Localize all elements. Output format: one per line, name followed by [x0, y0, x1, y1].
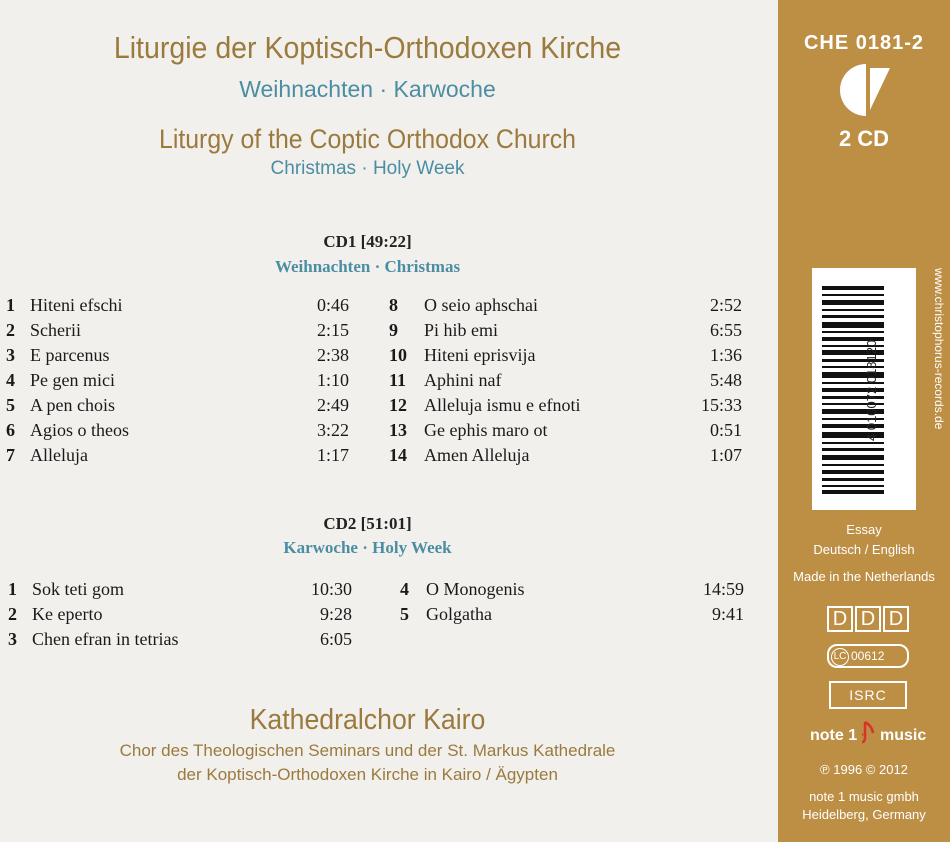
company-city: Heidelberg, Germany: [802, 807, 926, 822]
track-row: [6, 418, 349, 443]
track-title: Ke eperto: [32, 604, 103, 624]
lc-mark: LC: [831, 648, 849, 666]
languages-label: Deutsch / English: [813, 542, 915, 557]
track-title: Golgatha: [426, 604, 492, 624]
cd1-heading: CD1 [49:22]: [323, 232, 412, 251]
track-duration: 5:48: [709, 370, 742, 390]
title-german: Liturgie der Koptisch-Orthodoxen Kirche: [113, 30, 622, 65]
track-title: Agios o theos: [30, 420, 129, 440]
track-number: 11: [389, 370, 407, 390]
label-disc-icon: [836, 60, 896, 120]
isrc-badge: ISRC: [829, 681, 907, 709]
performer-line-2: der Koptisch-Orthodoxen Kirche in Kairo / Ägypten: [177, 765, 558, 784]
track-number: 3: [6, 345, 15, 365]
disc-count: 2 CD: [838, 126, 890, 151]
cd2-subheading: Karwoche · Holy Week: [283, 538, 452, 557]
track-row: [389, 443, 742, 468]
track-number: 12: [389, 395, 407, 415]
track-number: 7: [6, 445, 15, 465]
track-duration: 6:55: [709, 320, 742, 340]
note1-logo-part1: note 1: [810, 727, 858, 744]
track-title: O Monogenis: [426, 579, 525, 599]
track-title: Amen Alleluja: [424, 445, 530, 465]
track-row: [6, 393, 349, 418]
ddd-letter: D: [883, 606, 909, 632]
track-duration: 1:07: [709, 445, 742, 465]
cd1-subheading: Weihnachten · Christmas: [274, 257, 461, 276]
track-number: 9: [389, 320, 398, 340]
label-code-badge: [827, 644, 909, 668]
track-duration: 1:17: [316, 445, 349, 465]
title-english: Liturgy of the Coptic Orthodox Church: [159, 124, 576, 154]
made-in-label: Made in the Netherlands: [793, 569, 935, 584]
track-duration: 2:49: [316, 395, 349, 415]
track-row: [6, 443, 349, 468]
spine-sidebar: [778, 0, 950, 842]
track-duration: 10:30: [310, 579, 352, 599]
track-row: [8, 602, 352, 627]
track-number: 8: [389, 295, 398, 315]
essay-label: Essay: [846, 522, 882, 537]
track-duration: 3:22: [316, 420, 349, 440]
track-duration: 0:51: [709, 420, 742, 440]
track-row: [6, 318, 349, 343]
track-row: [6, 343, 349, 368]
track-duration: 2:52: [709, 295, 742, 315]
track-duration: 9:28: [319, 604, 352, 624]
track-duration: 2:38: [316, 345, 349, 365]
ddd-letter: D: [855, 606, 881, 632]
track-row: [6, 293, 349, 318]
track-row: [400, 577, 744, 602]
track-title: Alleluja: [30, 445, 88, 465]
performer-line-1: Chor des Theologischen Seminars und der St. Markus Kathedrale: [119, 741, 616, 760]
track-number: 14: [389, 445, 407, 465]
track-row: [389, 318, 742, 343]
track-row: [8, 577, 352, 602]
track-title: A pen chois: [30, 395, 115, 415]
track-row: [400, 602, 744, 627]
track-duration: 0:46: [316, 295, 349, 315]
company-name: note 1 music gmbh: [809, 789, 919, 804]
track-duration: 14:59: [702, 579, 744, 599]
track-title: Chen efran in tetrias: [32, 629, 179, 649]
track-row: [8, 627, 352, 652]
track-row: [389, 393, 742, 418]
track-row: [389, 418, 742, 443]
music-note-icon: [862, 720, 876, 746]
track-number: 2: [6, 320, 15, 340]
track-duration: 1:10: [316, 370, 349, 390]
subtitle-english: Christmas · Holy Week: [270, 158, 465, 179]
track-number: 3: [8, 629, 17, 649]
track-duration: 15:33: [700, 395, 742, 415]
track-row: [389, 343, 742, 368]
track-number: 4: [6, 370, 15, 390]
track-number: 5: [6, 395, 15, 415]
track-title: Hiteni efschi: [30, 295, 123, 315]
track-title: O seio aphschai: [424, 295, 538, 315]
track-title: Pe gen mici: [30, 370, 115, 390]
performer-name: Kathedralchor Kairo: [249, 704, 486, 736]
track-number: 13: [389, 420, 407, 440]
track-row: [389, 293, 742, 318]
track-number: 5: [400, 604, 409, 624]
track-title: Aphini naf: [424, 370, 502, 390]
website-link[interactable]: www.christophorus-records.de: [932, 268, 946, 430]
copyright-line: ℗ 1996 © 2012: [820, 762, 908, 777]
track-title: Sok teti gom: [32, 579, 125, 599]
track-title: E parcenus: [30, 345, 110, 365]
track-duration: 9:41: [711, 604, 744, 624]
track-title: Ge ephis maro ot: [424, 420, 548, 440]
track-number: 6: [6, 420, 15, 440]
catalog-number: CHE 0181-2: [803, 32, 925, 54]
track-title: Pi hib emi: [424, 320, 499, 340]
lc-code: 00612: [851, 649, 885, 663]
note1-logo-part2: music: [880, 727, 927, 744]
track-title: Alleluja ismu e efnoti: [424, 395, 581, 415]
track-number: 10: [389, 345, 407, 365]
track-duration: 2:15: [316, 320, 349, 340]
track-number: 4: [400, 579, 409, 599]
track-title: Hiteni eprisvija: [424, 345, 536, 365]
track-row: [389, 368, 742, 393]
ddd-badge: [827, 606, 909, 632]
ddd-letter: D: [827, 606, 853, 632]
barcode-digits: 4 010072 018120: [864, 339, 879, 441]
track-duration: 1:36: [709, 345, 742, 365]
cd2-heading: CD2 [51:01]: [323, 514, 412, 533]
subtitle-german: Weihnachten · Karwoche: [239, 76, 496, 102]
track-title: Scherii: [30, 320, 81, 340]
note1-logo: [810, 720, 926, 746]
track-number: 2: [8, 604, 17, 624]
track-number: 1: [6, 295, 15, 315]
track-number: 1: [8, 579, 17, 599]
track-duration: 6:05: [319, 629, 352, 649]
track-row: [6, 368, 349, 393]
